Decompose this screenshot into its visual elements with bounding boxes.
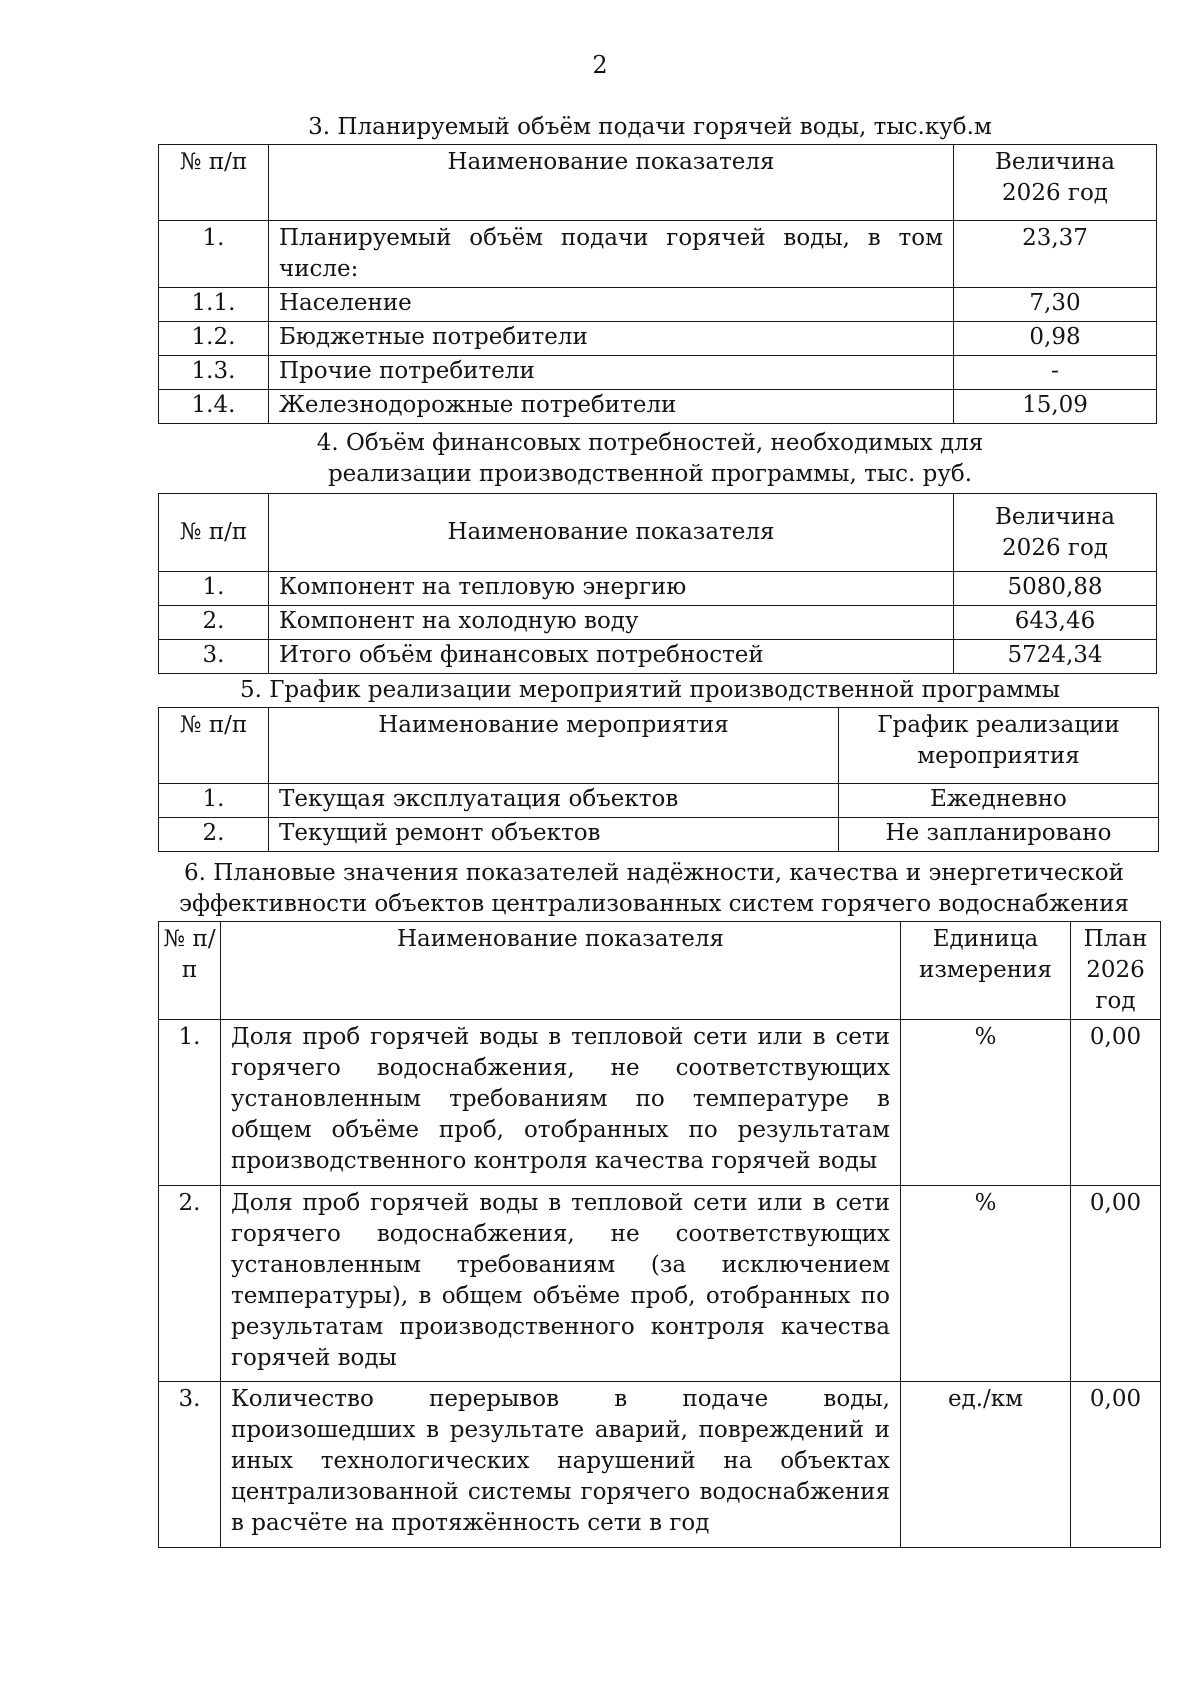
row-schedule: Ежедневно bbox=[839, 784, 1159, 818]
row-num: 1. bbox=[159, 784, 269, 818]
section-3-title: 3. Планируемый объём подачи горячей воды, тыс.куб.м bbox=[308, 114, 992, 140]
table-header-row bbox=[159, 922, 1161, 1020]
table-row bbox=[159, 1382, 1161, 1548]
table-row bbox=[159, 390, 1157, 424]
row-name: Доля проб горячей воды в тепловой сети или в сети горячего водоснабжения, не соответствующих установленным требованиям (за исключением температуры), в общем объёме проб, отобранных по результатам производственного контроля качества горячей воды bbox=[221, 1186, 901, 1382]
table-row bbox=[159, 818, 1159, 852]
row-num: 1.1. bbox=[159, 288, 269, 322]
row-num: 3. bbox=[159, 1382, 221, 1548]
table-header-row bbox=[159, 145, 1157, 221]
row-plan: 0,00 bbox=[1071, 1186, 1161, 1382]
table-row bbox=[159, 1020, 1161, 1186]
row-name: Прочие потребители bbox=[269, 356, 954, 390]
row-unit: % bbox=[901, 1186, 1071, 1382]
row-num: 3. bbox=[159, 640, 269, 674]
financial-needs-table bbox=[158, 493, 1157, 674]
row-name: Компонент на тепловую энергию bbox=[269, 572, 954, 606]
header-num: № п/п bbox=[159, 708, 269, 784]
row-value: 7,30 bbox=[954, 288, 1157, 322]
row-value: 5080,88 bbox=[954, 572, 1157, 606]
row-name: Текущая эксплуатация объектов bbox=[269, 784, 839, 818]
header-unit: Единица измерения bbox=[901, 922, 1071, 1020]
row-name: Население bbox=[269, 288, 954, 322]
row-value: 23,37 bbox=[954, 221, 1157, 288]
row-name: Доля проб горячей воды в тепловой сети или в сети горячего водоснабжения, не соответствующих установленным требованиям по температуре в общем объёме проб, отобранных по результатам производственного контроля качества горячей воды bbox=[221, 1020, 901, 1186]
table-row bbox=[159, 322, 1157, 356]
header-num: № п/п bbox=[159, 145, 269, 221]
table-row bbox=[159, 606, 1157, 640]
header-name: Наименование показателя bbox=[221, 922, 901, 1020]
header-num: № п/п bbox=[159, 922, 221, 1020]
header-name: Наименование показателя bbox=[269, 145, 954, 221]
row-name: Железнодорожные потребители bbox=[269, 390, 954, 424]
table-row bbox=[159, 1186, 1161, 1382]
table-row bbox=[159, 640, 1157, 674]
row-num: 2. bbox=[159, 606, 269, 640]
row-unit: ед./км bbox=[901, 1382, 1071, 1548]
row-value: 643,46 bbox=[954, 606, 1157, 640]
row-num: 2. bbox=[159, 1186, 221, 1382]
row-num: 1.4. bbox=[159, 390, 269, 424]
table-row bbox=[159, 356, 1157, 390]
row-unit: % bbox=[901, 1020, 1071, 1186]
row-value: - bbox=[954, 356, 1157, 390]
header-plan: План 2026 год bbox=[1071, 922, 1161, 1020]
row-plan: 0,00 bbox=[1071, 1382, 1161, 1548]
row-num: 2. bbox=[159, 818, 269, 852]
table-row bbox=[159, 784, 1159, 818]
header-name: Наименование мероприятия bbox=[269, 708, 839, 784]
header-schedule: График реализации мероприятия bbox=[839, 708, 1159, 784]
table-row bbox=[159, 221, 1157, 288]
section-5-title: 5. График реализации мероприятий производственной программы bbox=[239, 677, 1061, 703]
row-value: 15,09 bbox=[954, 390, 1157, 424]
row-name: Бюджетные потребители bbox=[269, 322, 954, 356]
page-number: 2 bbox=[592, 51, 608, 79]
row-value: 0,98 bbox=[954, 322, 1157, 356]
header-num: № п/п bbox=[159, 494, 269, 572]
row-schedule: Не запланировано bbox=[839, 818, 1159, 852]
header-value: Величина 2026 год bbox=[954, 494, 1157, 572]
section-4-title: 4. Объём финансовых потребностей, необходимых для реализации производственной программы, тыс. руб. bbox=[316, 430, 984, 487]
row-name: Текущий ремонт объектов bbox=[269, 818, 839, 852]
header-value: Величина 2026 год bbox=[954, 145, 1157, 221]
header-name: Наименование показателя bbox=[269, 494, 954, 572]
row-num: 1.2. bbox=[159, 322, 269, 356]
row-num: 1.3. bbox=[159, 356, 269, 390]
hot-water-volume-table bbox=[158, 144, 1157, 424]
table-header-row bbox=[159, 494, 1157, 572]
table-row bbox=[159, 572, 1157, 606]
row-num: 1. bbox=[159, 572, 269, 606]
row-name: Количество перерывов в подаче воды, произошедших в результате аварий, повреждений и иных технологических нарушений на объектах централизованной системы горячего водоснабжения в расчёте на протяжённость сети в год bbox=[221, 1382, 901, 1548]
reliability-indicators-table bbox=[158, 921, 1161, 1548]
table-row bbox=[159, 288, 1157, 322]
row-num: 1. bbox=[159, 221, 269, 288]
row-plan: 0,00 bbox=[1071, 1020, 1161, 1186]
row-name: Итого объём финансовых потребностей bbox=[269, 640, 954, 674]
schedule-table bbox=[158, 707, 1159, 852]
row-name: Компонент на холодную воду bbox=[269, 606, 954, 640]
table-header-row bbox=[159, 708, 1159, 784]
row-name: Планируемый объём подачи горячей воды, в том числе: bbox=[269, 221, 954, 288]
section-6-title: 6. Плановые значения показателей надёжности, качества и энергетической эффективности объектов централизованных систем горячего водоснабжения bbox=[179, 860, 1129, 917]
row-value: 5724,34 bbox=[954, 640, 1157, 674]
row-num: 1. bbox=[159, 1020, 221, 1186]
